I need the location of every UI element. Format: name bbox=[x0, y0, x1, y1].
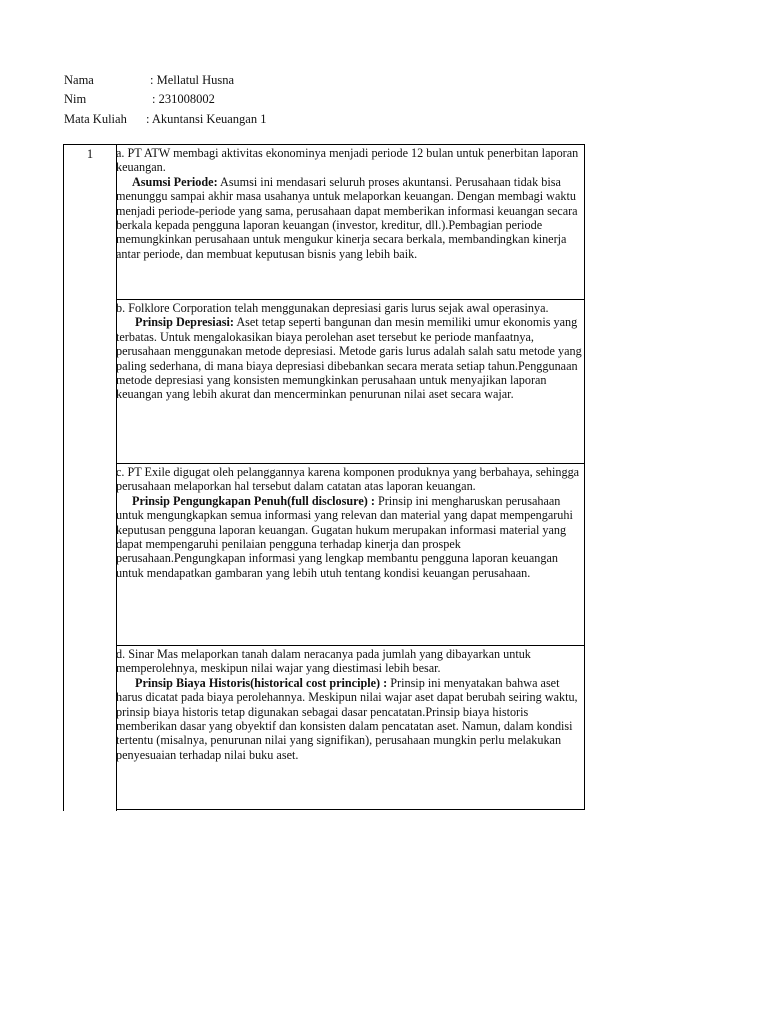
principle-title: Asumsi Periode: bbox=[132, 174, 218, 189]
row-divider bbox=[116, 463, 585, 464]
question-text: a. PT ATW membagi aktivitas ekonominya menjadi periode 12 bulan untuk penerbitan laporan keuangan. bbox=[116, 146, 579, 175]
answer-cell-d bbox=[116, 647, 584, 762]
answer-body: Aset tetap seperti bangunan dan mesin memiliki umur ekonomis yang terbatas. Untuk mengalokasikan biaya perolehan aset tersebut ke periode manfaatnya, perusahaan menggunakan metode depresiasi. Metode garis lurus adalah salah satu metode yang paling sederhana, di mana biaya depresiasi dibebankan secara merata setiap tahun.Penggunaan metode depresiasi yang konsisten memungkinkan perusahaan untuk menyajikan laporan keuangan yang lebih akurat dan mencerminkan penurunan nilai aset secara wajar. bbox=[116, 315, 582, 402]
answer-body: Asumsi ini mendasari seluruh proses akuntansi. Perusahaan tidak bisa menunggu sampai akhir masa usahanya untuk melaporkan keuangan. Dengan membagi waktu menjadi periode-periode yang sama, perusahaan dapat memberikan informasi keuangan secara berkala kepada pengguna laporan keuangan (investor, kreditur, dll.).Pembagian periode memungkinkan perusahaan untuk mengukur kinerja secara berkala, membandingkan kinerja antar periode, dan membuat keputusan bisnis yang lebih baik. bbox=[116, 174, 578, 261]
question-text: c. PT Exile digugat oleh pelanggannya karena komponen produknya yang berbahaya, sehingga perusahaan melaporkan hal tersebut dalam catatan atas laporan keuangan. bbox=[116, 465, 580, 494]
course-value: : Akuntansi Keuangan 1 bbox=[146, 112, 267, 126]
name-label: Nama bbox=[64, 73, 94, 87]
answer-cell-a bbox=[116, 146, 584, 261]
row-divider bbox=[116, 645, 585, 646]
course-label: Mata Kuliah bbox=[64, 112, 127, 126]
question-text: d. Sinar Mas melaporkan tanah dalam neracanya pada jumlah yang dibayarkan untuk memperolehnya, meskipun nilai wajar yang diestimasi lebih besar. bbox=[116, 647, 531, 676]
answer-cell-c bbox=[116, 465, 584, 580]
principle-title: Prinsip Depresiasi: bbox=[135, 315, 234, 330]
nim-value: : 231008002 bbox=[152, 92, 215, 106]
principle-title: Prinsip Pengungkapan Penuh(full disclosure) : bbox=[132, 493, 375, 508]
nim-label: Nim bbox=[64, 92, 87, 106]
question-number: 1 bbox=[86, 147, 94, 161]
table-top-border bbox=[63, 144, 585, 145]
answer-text bbox=[116, 175, 584, 261]
answer-text bbox=[116, 315, 584, 401]
answer-body: Prinsip ini mengharuskan perusahaan untuk mengungkapkan semua informasi yang relevan dan material yang dapat mempengaruhi keputusan pengguna laporan keuangan. Gugatan hukum merupakan informasi material yang dapat mempengaruhi penilaian pengguna terhadap kinerja dan prospek perusahaan.Pengungkapan informasi yang lengkap membantu pengguna laporan keuangan untuk mendapatkan gambaran yang lebih utuh tentang kondisi keuangan perusahaan. bbox=[116, 493, 573, 580]
name-value: : Mellatul Husna bbox=[150, 73, 235, 87]
table-left-border bbox=[63, 144, 64, 811]
row-divider bbox=[116, 299, 585, 300]
table-bottom-border bbox=[116, 809, 585, 810]
answer-cell-b bbox=[116, 301, 584, 402]
answer-text bbox=[116, 676, 584, 762]
table-right-border bbox=[584, 144, 585, 810]
answer-body: Prinsip ini menyatakan bahwa aset harus dicatat pada biaya perolehannya. Meskipun nilai wajar aset dapat berubah seiring waktu, prinsip biaya historis tetap digunakan sebagai dasar pencatatan.Prinsip biaya historis memberikan dasar yang obyektif dan konsisten dalam pencatatan aset. Namun, dalam kondisi tertentu (misalnya, penurunan nilai yang signifikan), perusahaan mungkin perlu melakukan penyesuaian terhadap nilai buku aset. bbox=[116, 675, 578, 762]
student-info bbox=[64, 72, 364, 132]
question-text: b. Folklore Corporation telah menggunakan depresiasi garis lurus sejak awal operasinya. bbox=[116, 301, 549, 315]
principle-title: Prinsip Biaya Historis(historical cost principle) : bbox=[135, 675, 388, 690]
answer-text bbox=[116, 494, 584, 580]
